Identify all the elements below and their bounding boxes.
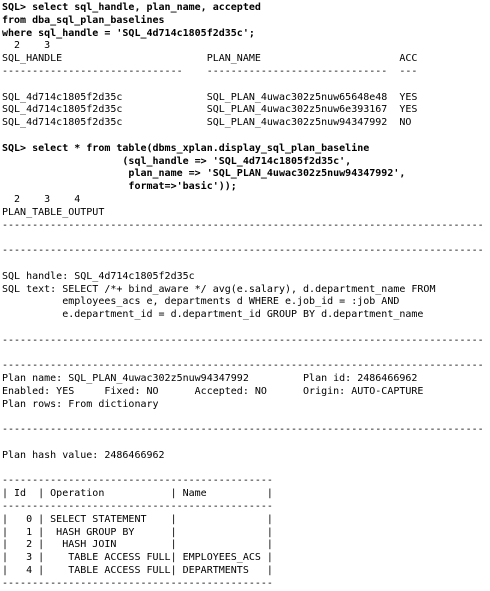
blank-line bbox=[2, 258, 488, 271]
plan-table-border: --------------------------------------------- bbox=[2, 577, 273, 589]
query1-line-1: SQL> select sql_handle, plan_name, accepted bbox=[2, 2, 261, 13]
plan-table-output-header: PLAN_TABLE_OUTPUT bbox=[2, 206, 105, 218]
result-row: SQL_4d714c1805f2d35c SQL_PLAN_4uwac302z5nuw65648e48 YES bbox=[2, 91, 418, 103]
plan-table-row: | 1 | HASH GROUP BY | | bbox=[2, 526, 273, 538]
result-row: SQL_4d714c1805f2d35c SQL_PLAN_4uwac302z5nuw94347992 NO bbox=[2, 117, 412, 129]
output-separator: -------------------------------------------------------------------------------- bbox=[2, 360, 484, 372]
query2-line-2: (sql_handle => 'SQL_4d714c1805f2d35c', bbox=[2, 155, 352, 167]
sql-handle-line: SQL handle: SQL_4d714c1805f2d35c bbox=[2, 270, 195, 282]
output-separator: -------------------------------------------------------------------------------- bbox=[2, 334, 484, 346]
plan-table-row: | 2 | HASH JOIN | | bbox=[2, 539, 273, 551]
plan-status-line: Enabled: YES Fixed: NO Accepted: NO Origin: AUTO-CAPTURE bbox=[2, 385, 424, 397]
blank-line bbox=[2, 463, 488, 476]
result-column-headers: SQL_HANDLE PLAN_NAME ACC bbox=[2, 53, 418, 65]
output-separator: -------------------------------------------------------------------------------- bbox=[2, 424, 484, 436]
blank-line bbox=[2, 322, 488, 335]
blank-line bbox=[2, 437, 488, 450]
plan-table-row: | 4 | TABLE ACCESS FULL| DEPARTMENTS | bbox=[2, 565, 273, 577]
blank-line bbox=[2, 130, 488, 143]
plan-name-line: Plan name: SQL_PLAN_4uwac302z5nuw94347992 Plan id: 2486466962 bbox=[2, 373, 418, 385]
plan-table-header: | Id | Operation | Name | bbox=[2, 488, 273, 500]
plan-rows-line: Plan rows: From dictionary bbox=[2, 398, 159, 410]
query1-line-numbers: 2 3 bbox=[2, 40, 51, 52]
result-row: SQL_4d714c1805f2d35c SQL_PLAN_4uwac302z5nuw6e393167 YES bbox=[2, 104, 418, 116]
plan-table-border: --------------------------------------------- bbox=[2, 501, 273, 513]
query2-line-1: SQL> select * from table(dbms_xplan.display_sql_plan_baseline bbox=[2, 142, 370, 154]
blank-line bbox=[2, 348, 488, 361]
query2-line-numbers: 2 3 4 bbox=[2, 193, 81, 205]
plan-table-row: | 3 | TABLE ACCESS FULL| EMPLOYEES_ACS | bbox=[2, 552, 273, 564]
sql-text-line-2: employees_acs e, departments d WHERE e.job_id = :job AND bbox=[2, 296, 400, 308]
plan-hash-line: Plan hash value: 2486466962 bbox=[2, 449, 165, 461]
blank-line bbox=[2, 79, 488, 92]
plan-table-row: | 0 | SELECT STATEMENT | | bbox=[2, 513, 273, 525]
result-header-separator: ------------------------------ ------------------------------ --- bbox=[2, 65, 418, 77]
sql-text-line-3: e.department_id = d.department_id GROUP BY d.department_name bbox=[2, 309, 424, 321]
query1-line-2: from dba_sql_plan_baselines bbox=[2, 14, 165, 26]
sql-text-line-1: SQL text: SELECT /*+ bind_aware */ avg(e.salary), d.department_name FROM bbox=[2, 283, 436, 295]
blank-line bbox=[2, 412, 488, 425]
output-separator: -------------------------------------------------------------------------------- bbox=[2, 245, 484, 257]
query1-line-3: where sql_handle = 'SQL_4d714c1805f2d35c'; bbox=[2, 27, 255, 39]
query2-line-3: plan_name => 'SQL_PLAN_4uwac302z5nuw94347992', bbox=[2, 168, 406, 180]
blank-line bbox=[2, 232, 488, 245]
terminal-window[interactable] bbox=[2, 2, 488, 589]
plan-table-border: --------------------------------------------- bbox=[2, 475, 273, 487]
output-separator: -------------------------------------------------------------------------------- bbox=[2, 219, 484, 231]
query2-line-4: format=>'basic')); bbox=[2, 181, 237, 193]
